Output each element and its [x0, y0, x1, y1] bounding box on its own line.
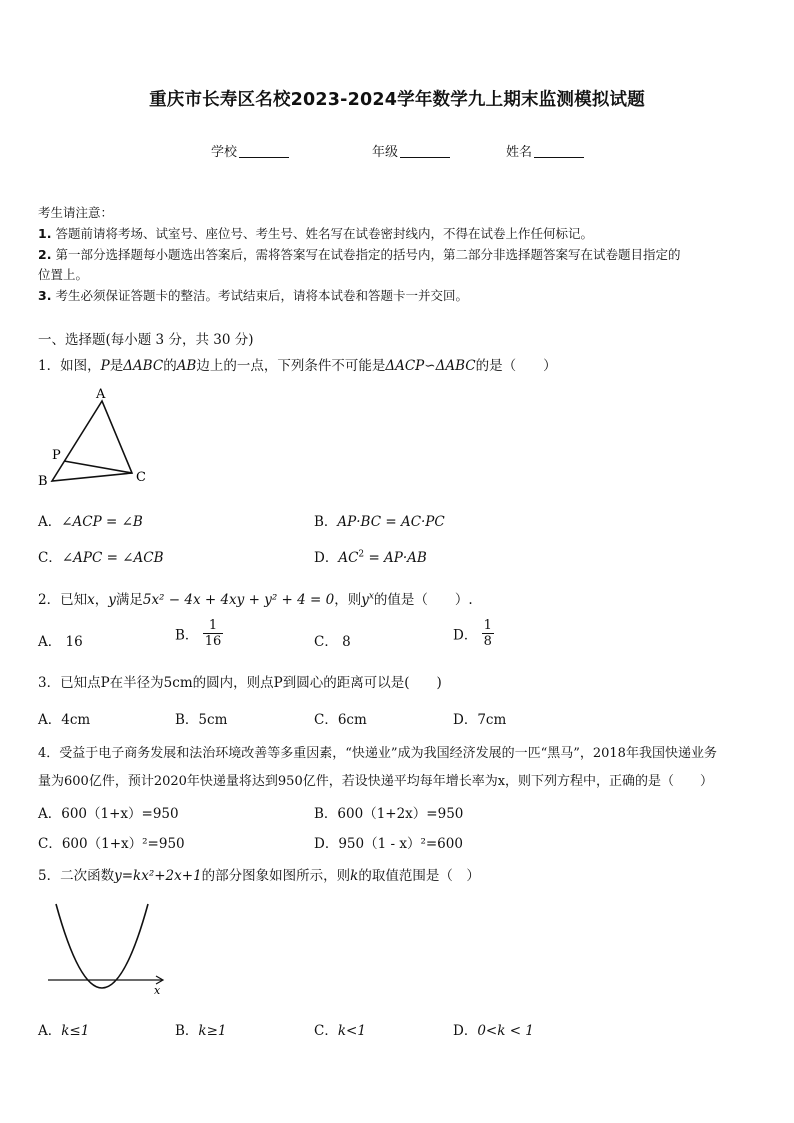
- grade-label: 年级: [372, 145, 399, 160]
- school-blank[interactable]: [239, 144, 289, 158]
- q2-option-b[interactable]: B． $\frac{1}{16}$: [175, 618, 222, 649]
- school-field[interactable]: [211, 141, 289, 160]
- q2-option-d[interactable]: D． $\frac{1}{8}$: [453, 618, 492, 649]
- q3-option-b[interactable]: B．5cm: [175, 712, 228, 728]
- grade-field[interactable]: [372, 141, 450, 160]
- question-5: 5．二次函数y=kx²+2x+1的部分图象如图所示，则k的取值范围是（ ）: [38, 868, 480, 884]
- parabola-curve: [56, 904, 148, 988]
- q2-option-c[interactable]: C． 8: [314, 634, 351, 650]
- q1-option-c[interactable]: C．∠APC = ∠ACB: [38, 550, 164, 566]
- notice-item: 3. 考生必须保证答题卡的整洁。考试结束后，请将本试卷和答题卡一并交回。: [38, 288, 468, 303]
- q3-option-a[interactable]: A．4cm: [38, 712, 91, 728]
- q1-option-d[interactable]: D．$AC^2 = AP\cdot AB$: [314, 549, 427, 566]
- vertex-label-a: A: [96, 387, 106, 402]
- name-field[interactable]: [506, 141, 584, 160]
- question-4-cont: 量为600亿件，预计2020年快递量将达到950亿件，若设快递平均每年增长率为x，则下列方程中，正确的是（ ）: [38, 774, 714, 789]
- notice-item: 1. 答题前请将考场、试室号、座位号、考生号、姓名写在试卷密封线内，不得在试卷上作任何标记。: [38, 226, 593, 241]
- vertex-label-b: B: [38, 474, 48, 489]
- school-label: 学校: [211, 145, 238, 160]
- notice-item: 2. 第一部分选择题每小题选出答案后，需将答案写在试卷指定的括号内，第二部分非选择题答案写在试卷题目指定的: [38, 247, 681, 262]
- section-heading: 一、选择题(每小题 3 分，共 30 分): [38, 332, 254, 348]
- q3-option-d[interactable]: D．7cm: [453, 712, 507, 728]
- parabola-figure: [40, 896, 170, 998]
- vertex-label-p: P: [52, 448, 61, 463]
- name-blank[interactable]: [534, 144, 584, 158]
- question-2: 2．已知x，y满足5x² − 4x + 4xy + y² + 4 = 0，则$y^x$的值是（ ）.: [38, 591, 473, 608]
- q5-option-b[interactable]: B．k≥1: [175, 1023, 227, 1039]
- q3-option-c[interactable]: C．6cm: [314, 712, 367, 728]
- q5-option-a[interactable]: A．k≤1: [38, 1023, 90, 1039]
- triangle-abc: [52, 401, 132, 481]
- vertex-label-c: C: [136, 470, 146, 485]
- q4-option-c[interactable]: C．600（1+x）²=950: [38, 836, 185, 852]
- notice-item: 位置上。: [38, 267, 89, 282]
- question-1: 1．如图，P是ΔABC的AB边上的一点，下列条件不可能是ΔACP∽ΔABC的是（ ）: [38, 358, 557, 374]
- q4-option-d[interactable]: D．950（1 - x）²=600: [314, 836, 463, 852]
- grade-blank[interactable]: [400, 144, 450, 158]
- page-title: 重庆市长寿区名校2023-2024学年数学九上期末监测模拟试题: [149, 90, 645, 110]
- q4-option-a[interactable]: A．600（1+x）=950: [38, 806, 179, 822]
- q1-option-b[interactable]: B．AP·BC = AC·PC: [314, 514, 445, 530]
- q5-option-d[interactable]: D．0<k < 1: [453, 1023, 534, 1039]
- q2-option-a[interactable]: A． 16: [38, 634, 83, 650]
- name-label: 姓名: [506, 145, 533, 160]
- x-axis-label: x: [154, 984, 161, 997]
- q1-option-a[interactable]: A．∠ACP = ∠B: [38, 514, 143, 530]
- question-3: 3．已知点P在半径为5cm的圆内，则点P到圆心的距离可以是( ): [38, 675, 442, 691]
- triangle-figure: [30, 385, 160, 490]
- notice-heading: 考生请注意：: [38, 205, 114, 220]
- segment-pc: [64, 461, 132, 473]
- q4-option-b[interactable]: B．600（1+2x）=950: [314, 806, 464, 822]
- question-4: 4．受益于电子商务发展和法治环境改善等多重因素，“快递业”成为我国经济发展的一匹“黑马”，2018年我国快递业务: [38, 746, 717, 761]
- q5-option-c[interactable]: C．k<1: [314, 1023, 366, 1039]
